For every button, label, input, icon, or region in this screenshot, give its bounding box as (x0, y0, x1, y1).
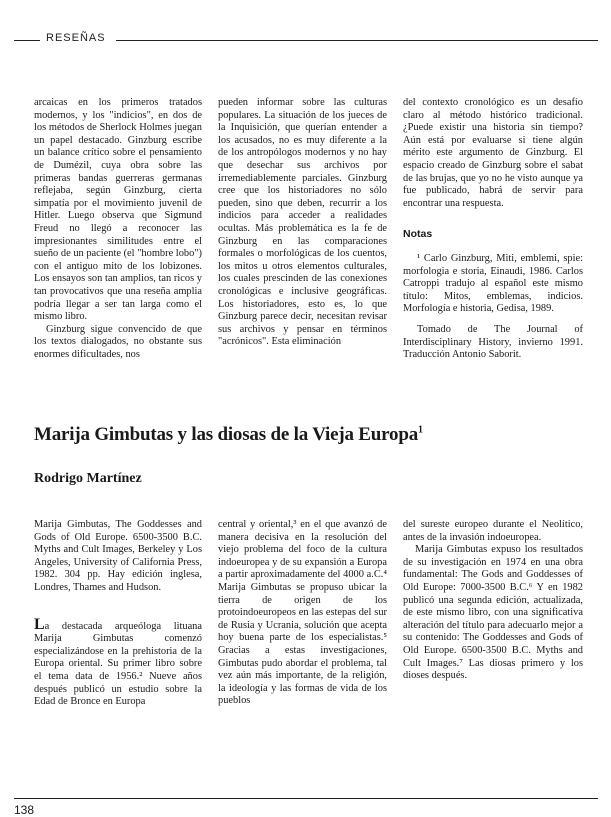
article-title (34, 424, 594, 446)
top-column-3 (403, 97, 583, 362)
top-column-1 (34, 97, 202, 361)
translation-credit: Tomado de The Journal of Interdisciplinary History, invierno 1991. Traducción Antonio Saborit. (403, 323, 583, 361)
paragraph: del sureste europeo durante el Neolítico, antes de la invasión indoeuropea. (403, 519, 583, 543)
paragraph: central y oriental,³ en el que avanzó de manera decisiva en la resolución del viejo problema del foco de la cultura indoeuropea y de su expansión a Europa a partir aproximadamente del 4000 a.C.⁴ Marija Gimbutas se propuso ubicar la tierra de origen de los protoindoeuropeos en las estepas del sur de Rusia y Ucrania, solución que acepta hoy buena parte de los especialistas.⁵ Gracias a estas investigaciones, Gimbutas pudo abordar el problema, tal vez aún más importante, de la religión, la ideología y las formas de vida de los pueblos (218, 519, 387, 707)
article-column-3 (403, 519, 583, 683)
paragraph: del contexto cronológico es un desafío claro al método histórico tradicional. ¿Puede existir una historia sin tiempo? Aún está por evaluarse si tiene algún mérito este argumento de Ginzburg. El espacio creado de Ginzburg sobre el sabat de las brujas, que yo no he visto aunque ya fue publicado, habrá de servir para encontrar una respuesta. (403, 97, 583, 209)
footer-rule (14, 798, 598, 799)
article-title-text: Marija Gimbutas y las diosas de la Vieja Europa (34, 424, 419, 445)
paragraph: arcaicas en los primeros tratados modernos, y los "indicios", en dos de los métodos de Sherlock Holmes juegan un papel destacado. Ginzburg escribe un balance crítico sobre el pensamiento de Dumézil, cuya obra sobre las primeras bandas guerreras germanas reflejaba, según Ginzburg, cierta simpatía por el movimiento juvenil de Hitler. Luego observa que Sigmund Freud no llegó a reconocer las impresionantes similitudes entre el sueño de un paciente (el "hombre lobo") con el antiguo mito de los lobizones. Los ensayos son tan amplios, tan ricos y tan provocativos que una reseña amplia podría llegar a ser tan larga como el mismo libro. (34, 97, 202, 323)
bibliographic-reference: Marija Gimbutas, The Goddesses and Gods of Old Europe. 6500-3500 B.C. Myths and Cult Images, Berkeley y Los Angeles, University of California Press, 1982. 304 pp. Hay edición inglesa, Londres, Thames and Hudson. (34, 519, 202, 593)
paragraph-text: a destacada arqueóloga lituana Marija Gimbutas comenzó especializándose en la prehistoria de la Europa oriental. Su primer libro sobre el tema data de 1956.² Nueve años después publicó un estudio sobre la Edad de Bronce en Europa (34, 620, 202, 708)
section-label: RESEÑAS (46, 32, 106, 44)
page-number: 138 (14, 803, 35, 817)
drop-cap: L (34, 615, 45, 633)
article-column-2 (218, 519, 387, 708)
paragraph: Ginzburg sigue convencido de que los textos dialogados, no obstante sus enormes dificultades, nos (34, 323, 202, 360)
top-column-2 (218, 97, 387, 349)
notes-heading: Notas (403, 228, 433, 241)
paragraph (34, 615, 202, 709)
paragraph: pueden informar sobre las culturas populares. La situación de los jueces de la Inquisición, que querían entender a los acusados, no es muy diferente a la de los antropólogos modernos y no hay que desechar sus archivos por irremediablemente parciales. Ginzburg cree que los historiadores no sólo pueden, sino que deben, recurrir a los indicios para acceder a realidades ocultas. Más problemática es la fe de Ginzburg en las comparaciones formales o morfológicas de los cuentos, los mitos u otros elementos culturales, los cuales prescinden de las conexiones cronológicas e inclusive geográficas. Los historiadores, esto es, lo que Ginzburg parece decir, necesitan revisar sus archivos y pensar en términos "acrónicos". Esta eliminación (218, 97, 387, 348)
footnote: ¹ Carlo Ginzburg, Miti, emblemi, spie: morfologia e storia, Einaudi, 1986. Carlos Catroppi tradujo al español este mismo título: Mitos, emblemas, indicios. Morfología e historia, Gedisa, 1989. (403, 252, 583, 315)
header-rule-right (116, 40, 598, 41)
author-name: Rodrigo Martínez (34, 471, 142, 486)
title-footnote-marker: 1 (418, 424, 423, 436)
article-column-1 (34, 519, 202, 709)
header-rule-left (14, 40, 40, 41)
paragraph: Marija Gimbutas expuso los resultados de su investigación en 1974 en una obra fundamental: The Gods and Goddesses of Old Europe: 7000-3500 B.C.⁶ Y en 1982 publicó una segunda edición, actualizada, de este mismo libro, con una significativa alteración del título para adecuarlo mejor a su contenido: The Goddesses and Gods of Old Europe. 6500-3500 B.C. Myths and Cult Images.⁷ Las diosas primero y los dioses después. (403, 544, 583, 682)
